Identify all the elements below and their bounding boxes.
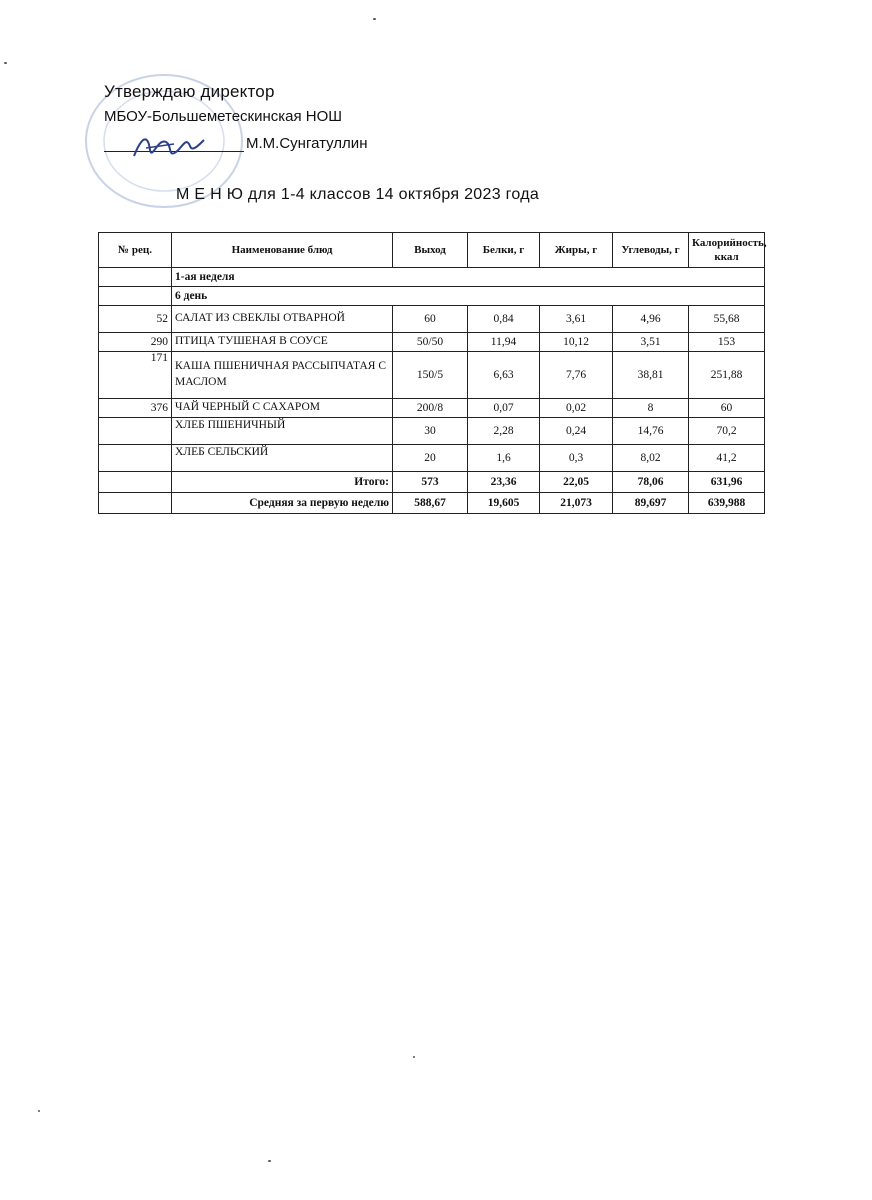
dish-name: САЛАТ ИЗ СВЕКЛЫ ОТВАРНОЙ xyxy=(172,306,393,333)
table-row xyxy=(99,352,765,399)
dish-name: ЧАЙ ЧЕРНЫЙ С САХАРОМ xyxy=(172,399,393,418)
average-fat: 21,073 xyxy=(540,493,613,514)
average-label: Средняя за первую неделю xyxy=(172,493,393,514)
scan-speck xyxy=(373,18,376,20)
dish-kcal: 251,88 xyxy=(689,352,765,399)
dish-name: ХЛЕБ ПШЕНИЧНЫЙ xyxy=(172,418,393,445)
rec-number: 52 xyxy=(99,306,172,333)
header-protein: Белки, г xyxy=(468,233,540,268)
dish-protein: 0,84 xyxy=(468,306,540,333)
table-row xyxy=(99,445,765,472)
header-fat: Жиры, г xyxy=(540,233,613,268)
handwritten-signature xyxy=(128,128,208,168)
dish-carbs: 14,76 xyxy=(613,418,689,445)
rec-number xyxy=(99,418,172,445)
header-kcal: Калорийность, ккал xyxy=(689,233,765,268)
average-protein: 19,605 xyxy=(468,493,540,514)
dish-kcal: 153 xyxy=(689,333,765,352)
rec-number: 376 xyxy=(99,399,172,418)
rec-number xyxy=(99,445,172,472)
total-fat: 22,05 xyxy=(540,472,613,493)
rec-number: 171 xyxy=(99,352,172,399)
scan-speck xyxy=(38,1110,40,1112)
dish-name: ХЛЕБ СЕЛЬСКИЙ xyxy=(172,445,393,472)
dish-fat: 0,02 xyxy=(540,399,613,418)
dish-kcal: 70,2 xyxy=(689,418,765,445)
director-name: М.М.Сунгатуллин xyxy=(246,135,368,152)
dish-protein: 0,07 xyxy=(468,399,540,418)
dish-carbs: 38,81 xyxy=(613,352,689,399)
table-row xyxy=(99,306,765,333)
table-row xyxy=(99,333,765,352)
dish-fat: 0,24 xyxy=(540,418,613,445)
scan-speck xyxy=(413,1056,415,1058)
week-label: 1-ая неделя xyxy=(172,268,765,287)
dish-yield: 20 xyxy=(393,445,468,472)
total-carbs: 78,06 xyxy=(613,472,689,493)
average-yield: 588,67 xyxy=(393,493,468,514)
dish-fat: 3,61 xyxy=(540,306,613,333)
average-kcal: 639,988 xyxy=(689,493,765,514)
dish-yield: 200/8 xyxy=(393,399,468,418)
average-row xyxy=(99,493,765,514)
table-row xyxy=(99,418,765,445)
day-row xyxy=(99,287,765,306)
header-carbs: Углеводы, г xyxy=(613,233,689,268)
scan-speck xyxy=(268,1160,271,1162)
dish-fat: 7,76 xyxy=(540,352,613,399)
dish-protein: 2,28 xyxy=(468,418,540,445)
dish-name: КАША ПШЕНИЧНАЯ РАССЫПЧАТАЯ С МАСЛОМ xyxy=(172,352,393,399)
header-yield: Выход xyxy=(393,233,468,268)
table-row xyxy=(99,399,765,418)
dish-carbs: 4,96 xyxy=(613,306,689,333)
menu-title: М Е Н Ю для 1-4 классов 14 октября 2023 года xyxy=(176,186,540,203)
total-yield: 573 xyxy=(393,472,468,493)
dish-fat: 0,3 xyxy=(540,445,613,472)
school-name: МБОУ-Большеметескинская НОШ xyxy=(104,108,343,125)
dish-protein: 1,6 xyxy=(468,445,540,472)
dish-yield: 30 xyxy=(393,418,468,445)
dish-yield: 50/50 xyxy=(393,333,468,352)
dish-carbs: 3,51 xyxy=(613,333,689,352)
total-kcal: 631,96 xyxy=(689,472,765,493)
dish-yield: 150/5 xyxy=(393,352,468,399)
header-rec: № рец. xyxy=(99,233,172,268)
table-header-row xyxy=(99,233,765,268)
dish-kcal: 41,2 xyxy=(689,445,765,472)
dish-carbs: 8 xyxy=(613,399,689,418)
week-row xyxy=(99,268,765,287)
scan-speck xyxy=(4,62,7,64)
header-name: Наименование блюд xyxy=(172,233,393,268)
dish-kcal: 55,68 xyxy=(689,306,765,333)
average-carbs: 89,697 xyxy=(613,493,689,514)
menu-table xyxy=(98,232,765,514)
dish-kcal: 60 xyxy=(689,399,765,418)
dish-name: ПТИЦА ТУШЕНАЯ В СОУСЕ xyxy=(172,333,393,352)
dish-carbs: 8,02 xyxy=(613,445,689,472)
approval-title: Утверждаю директор xyxy=(104,82,275,101)
dish-protein: 11,94 xyxy=(468,333,540,352)
total-protein: 23,36 xyxy=(468,472,540,493)
day-label: 6 день xyxy=(172,287,765,306)
dish-fat: 10,12 xyxy=(540,333,613,352)
dish-yield: 60 xyxy=(393,306,468,333)
rec-number: 290 xyxy=(99,333,172,352)
total-row xyxy=(99,472,765,493)
dish-protein: 6,63 xyxy=(468,352,540,399)
total-label: Итого: xyxy=(172,472,393,493)
